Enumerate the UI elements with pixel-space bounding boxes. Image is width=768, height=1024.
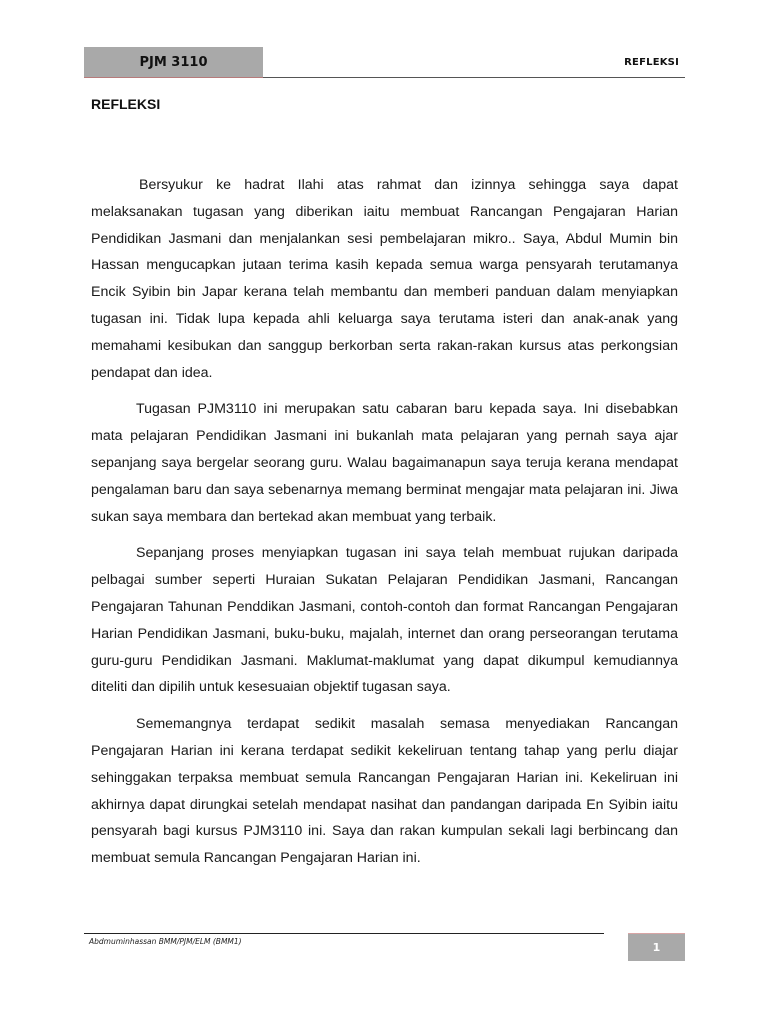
course-code-tab: PJM 3110: [84, 47, 263, 78]
document-body: [91, 172, 678, 882]
page-title: REFLEKSI: [91, 96, 161, 112]
header-rule: [263, 77, 685, 78]
page-header: [84, 47, 685, 78]
paragraph-1: Bersyukur ke hadrat Ilahi atas rahmat dan izinnya sehingga saya dapat melaksanakan tugasan yang diberikan iaitu membuat Rancangan Pengajaran Harian Pendidikan Jasmani dan menjalankan sesi pembelajaran mikro.. Saya, Abdul Mumin bin Hassan mengucapkan jutaan terima kasih kepada semua warga pensyarah terutamanya Encik Syibin bin Japar kerana telah membantu dan memberi panduan dalam menyiapkan tugasan ini. Tidak lupa kepada ahli keluarga saya terutama isteri dan anak-anak yang memahami kesibukan dan sanggup berkorban serta rakan-rakan kursus atas perkongsian pendapat dan idea.: [91, 177, 678, 381]
footer-rule: [84, 933, 604, 934]
paragraph-2: Tugasan PJM3110 ini merupakan satu cabaran baru kepada saya. Ini disebabkan mata pelajaran Pendidikan Jasmani ini bukanlah mata pelajaran yang pernah saya ajar sepanjang saya bergelar seorang guru. Walau bagaimanapun saya teruja kerana mendapat pengalaman baru dan saya sebenarnya memang berminat mengajar mata pelajaran ini. Jiwa sukan saya membara dan bertekad akan membuat yang terbaik.: [91, 401, 678, 525]
page-number: 1: [628, 933, 685, 961]
paragraph-3: Sepanjang proses menyiapkan tugasan ini saya telah membuat rujukan daripada pelbagai sumber seperti Huraian Sukatan Pelajaran Pendidikan Jasmani, Rancangan Pengajaran Tahunan Penddikan Jasmani, contoh-contoh dan format Rancangan Pengajaran Harian Pendidikan Jasmani, buku-buku, majalah, internet dan orang perseorangan terutama guru-guru Pendidikan Jasmani. Maklumat-maklumat yang dapat dikumpul kemudiannya diteliti dan dipilih untuk kesesuaian objektif tugasan saya.: [91, 545, 678, 696]
footer-author-line: Abdmuminhassan BMM/PJM/ELM (BMM1): [89, 937, 242, 946]
page-footer: [84, 933, 685, 961]
header-section-label: REFLEKSI: [624, 57, 679, 68]
paragraph-4: Sememangnya terdapat sedikit masalah semasa menyediakan Rancangan Pengajaran Harian ini kerana terdapat sedikit kekeliruan tentang tahap yang perlu diajar sehinggakan terpaksa membuat semula Rancangan Pengajaran Harian ini. Kekeliruan ini akhirnya dapat dirungkai setelah mendapat nasihat dan pandangan daripada En Syibin iaitu pensyarah bagi kursus PJM3110 ini. Saya dan rakan kumpulan sekali lagi berbincang dan membuat semula Rancangan Pengajaran Harian ini.: [91, 716, 678, 867]
